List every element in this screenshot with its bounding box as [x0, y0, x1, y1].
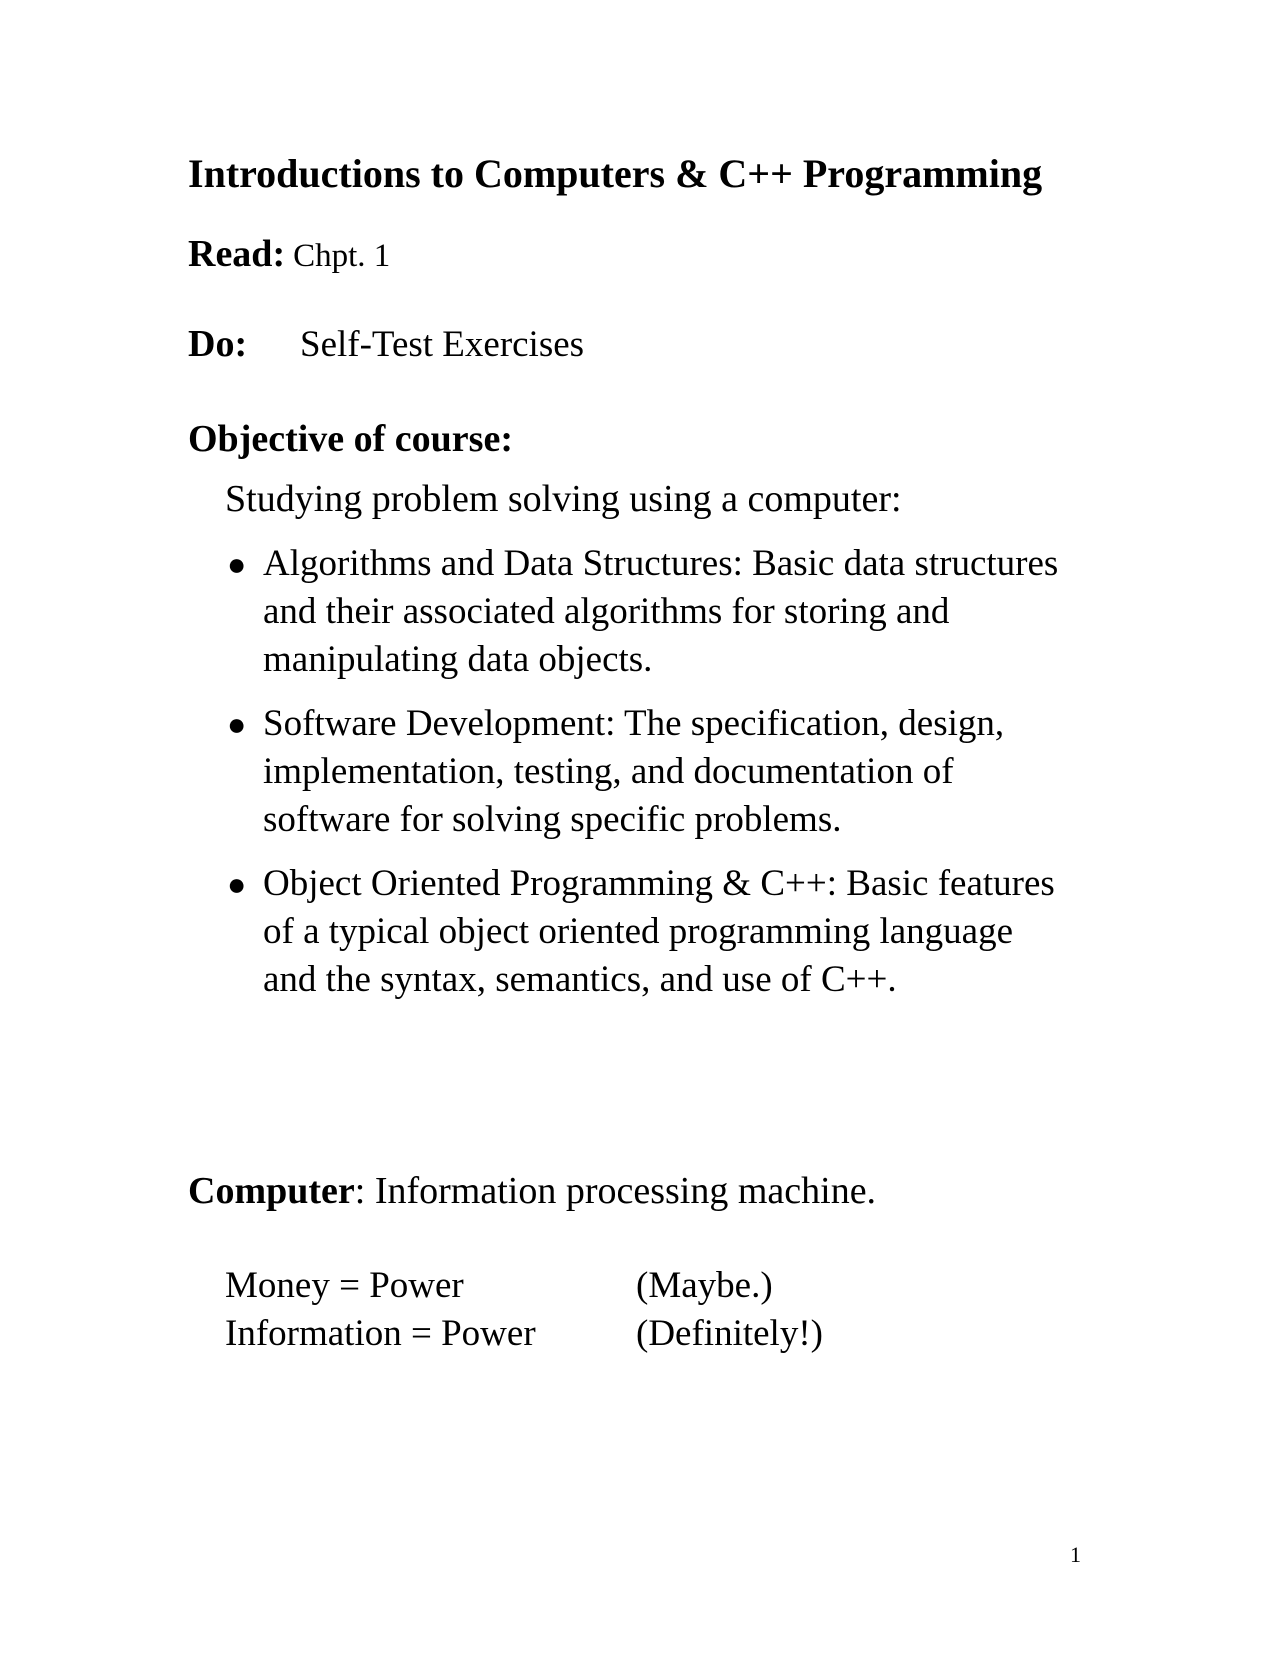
equation-row	[225, 1262, 823, 1310]
computer-definition-text: : Information processing machine.	[354, 1170, 877, 1212]
equation-row	[225, 1310, 823, 1358]
do-line	[188, 322, 584, 367]
do-label: Do:	[188, 323, 248, 365]
read-label: Read:	[188, 233, 286, 275]
equation-left: Information = Power	[225, 1313, 536, 1354]
list-item	[225, 540, 1125, 684]
objective-intro: Studying problem solving using a computer:	[225, 478, 902, 520]
bullet-icon: ●	[227, 546, 247, 582]
list-item-text: Object Oriented Programming & C++: Basic features of a typical object oriented programming language and the syntax, semantics, and use of C++.	[263, 863, 1055, 1000]
equation-left: Money = Power	[225, 1265, 464, 1306]
equation-list	[225, 1262, 823, 1358]
page-number: 1	[1070, 1542, 1081, 1567]
list-item	[225, 700, 1125, 844]
equation-right: (Maybe.)	[636, 1265, 773, 1306]
do-value: Self-Test Exercises	[300, 324, 585, 365]
list-item	[225, 860, 1125, 1004]
bullet-icon: ●	[227, 866, 247, 902]
objective-heading: Objective of course:	[188, 418, 513, 460]
read-line	[188, 232, 390, 278]
computer-definition	[188, 1168, 876, 1214]
objective-list	[225, 540, 1125, 1020]
page-title: Introductions to Computers & C++ Programming	[188, 151, 1043, 196]
list-item-text: Algorithms and Data Structures: Basic data structures and their associated algorithms for storing and manipulating data objects.	[263, 543, 1059, 680]
bullet-icon: ●	[227, 706, 247, 742]
equation-right: (Definitely!)	[636, 1313, 823, 1354]
list-item-text: Software Development: The specification, design, implementation, testing, and documentation of software for solving specific problems.	[263, 703, 1005, 840]
computer-label: Computer	[188, 1170, 355, 1212]
read-value: Chpt. 1	[293, 238, 391, 274]
